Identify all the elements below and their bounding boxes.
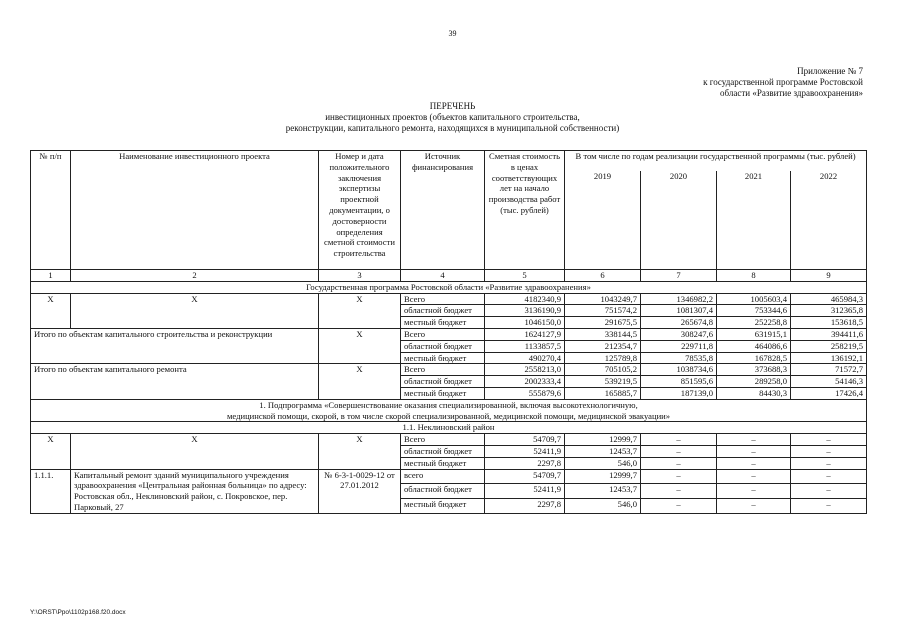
y2022-cell: – xyxy=(791,445,867,457)
source-cell: всего xyxy=(401,469,485,484)
title-line-2: инвестиционных проектов (объектов капитального строительства, xyxy=(325,112,580,122)
subprogram-line-1: 1. Подпрограмма «Совершенствование оказания специализированной, включая высокотехнологичную, xyxy=(259,399,638,410)
y2022-cell: – xyxy=(791,457,867,469)
total-cell: 2002333,4 xyxy=(485,376,565,388)
cell-x: Х xyxy=(31,293,71,328)
subprogram-row xyxy=(31,399,867,422)
y2020-cell: 78535,8 xyxy=(641,352,717,364)
column-number: 9 xyxy=(791,270,867,282)
project-name: Капитальный ремонт зданий муниципального учреждения здравоохранения «Центральная районная больница» по адресу: Ростовская обл., Неклиновский район, с. Покровское, пер. Парковый, 27 xyxy=(71,469,319,513)
source-cell: областной бюджет xyxy=(401,340,485,352)
y2022-cell: 394411,6 xyxy=(791,328,867,340)
y2019-cell: 125789,8 xyxy=(565,352,641,364)
y2019-cell: 338144,5 xyxy=(565,328,641,340)
district-row xyxy=(31,422,867,434)
column-number: 3 xyxy=(319,270,401,282)
y2020-cell: – xyxy=(641,434,717,446)
y2022-cell: 312365,8 xyxy=(791,305,867,317)
column-number: 4 xyxy=(401,270,485,282)
y2019-cell: 12453,7 xyxy=(565,484,641,499)
source-cell: областной бюджет xyxy=(401,445,485,457)
group-name: Итого по объектам капитального строительства и реконструкции xyxy=(31,328,319,363)
source-cell: Всего xyxy=(401,434,485,446)
cell-x: Х xyxy=(31,434,71,469)
y2019-cell: 12999,7 xyxy=(565,434,641,446)
y2019-cell: 546,0 xyxy=(565,498,641,513)
y2021-cell: 84430,3 xyxy=(717,387,791,399)
y2022-cell: 17426,4 xyxy=(791,387,867,399)
subprogram-line-2: медицинской помощи, скорой, в том числе скорой специализированной, медицинской помощи, медицинской эвакуации» xyxy=(226,410,671,421)
y2021-cell: 464086,6 xyxy=(717,340,791,352)
investment-projects-table xyxy=(30,150,867,514)
source-cell: областной бюджет xyxy=(401,376,485,388)
y2020-cell: – xyxy=(641,469,717,484)
appendix-caption xyxy=(703,66,863,99)
column-number: 5 xyxy=(485,270,565,282)
total-cell: 1133857,5 xyxy=(485,340,565,352)
y2022-cell: 465984,3 xyxy=(791,293,867,305)
cell-x: Х xyxy=(319,328,401,363)
source-cell: Всего xyxy=(401,328,485,340)
y2022-cell: – xyxy=(791,469,867,484)
title-line-1: ПЕРЕЧЕНЬ xyxy=(429,101,476,111)
source-cell: местный бюджет xyxy=(401,387,485,399)
y2019-cell: 212354,7 xyxy=(565,340,641,352)
y2020-cell: 1038734,6 xyxy=(641,364,717,376)
total-cell: 555879,6 xyxy=(485,387,565,399)
cell-x: Х xyxy=(319,293,401,328)
y2022-cell: 153618,5 xyxy=(791,317,867,329)
appendix-line-2: к государственной программе Ростовской xyxy=(703,77,863,87)
header-source: Источник финансирования xyxy=(401,151,485,270)
header-num: № п/п xyxy=(31,151,71,270)
y2019-cell: 12453,7 xyxy=(565,445,641,457)
y2021-cell: 289258,0 xyxy=(717,376,791,388)
y2021-cell: – xyxy=(717,469,791,484)
column-number: 6 xyxy=(565,270,641,282)
total-cell: 2558213,0 xyxy=(485,364,565,376)
table-row xyxy=(31,328,867,340)
source-cell: Всего xyxy=(401,364,485,376)
document-title xyxy=(0,101,905,134)
y2021-cell: 373688,3 xyxy=(717,364,791,376)
column-number: 8 xyxy=(717,270,791,282)
y2019-cell: 751574,2 xyxy=(565,305,641,317)
file-path-footer: Y:\ORST\Ppo\1102p168.f20.docx xyxy=(30,609,126,616)
y2020-cell: 1346982,2 xyxy=(641,293,717,305)
y2019-cell: 705105,2 xyxy=(565,364,641,376)
cell-x: Х xyxy=(319,434,401,469)
header-years-group: В том числе по годам реализации государственной программы (тыс. рублей) xyxy=(565,151,867,172)
header-year-2020: 2020 xyxy=(641,171,717,270)
total-cell: 4182340,9 xyxy=(485,293,565,305)
header-year-2022: 2022 xyxy=(791,171,867,270)
column-numbers-row xyxy=(31,270,867,282)
y2022-cell: – xyxy=(791,484,867,499)
program-title-row xyxy=(31,281,867,293)
y2022-cell: – xyxy=(791,434,867,446)
table-row xyxy=(31,293,867,305)
source-cell: местный бюджет xyxy=(401,498,485,513)
y2021-cell: – xyxy=(717,484,791,499)
y2019-cell: 291675,5 xyxy=(565,317,641,329)
source-cell: местный бюджет xyxy=(401,317,485,329)
source-cell: Всего xyxy=(401,293,485,305)
y2021-cell: – xyxy=(717,457,791,469)
y2022-cell: 71572,7 xyxy=(791,364,867,376)
y2022-cell: – xyxy=(791,498,867,513)
column-number: 7 xyxy=(641,270,717,282)
cell-x: Х xyxy=(71,293,319,328)
header-name: Наименование инвестиционного проекта xyxy=(71,151,319,270)
total-cell: 54709,7 xyxy=(485,434,565,446)
source-cell: областной бюджет xyxy=(401,305,485,317)
subprogram-title xyxy=(31,399,867,422)
y2020-cell: – xyxy=(641,498,717,513)
y2021-cell: 252258,8 xyxy=(717,317,791,329)
total-cell: 54709,7 xyxy=(485,469,565,484)
source-cell: местный бюджет xyxy=(401,457,485,469)
y2019-cell: 12999,7 xyxy=(565,469,641,484)
y2020-cell: 308247,6 xyxy=(641,328,717,340)
table-header-row xyxy=(31,151,867,172)
project-number: 1.1.1. xyxy=(31,469,71,513)
y2022-cell: 258219,5 xyxy=(791,340,867,352)
total-cell: 3136190,9 xyxy=(485,305,565,317)
y2020-cell: 1081307,4 xyxy=(641,305,717,317)
y2022-cell: 54146,3 xyxy=(791,376,867,388)
y2021-cell: 167828,5 xyxy=(717,352,791,364)
y2019-cell: 1043249,7 xyxy=(565,293,641,305)
cell-x: Х xyxy=(71,434,319,469)
y2021-cell: – xyxy=(717,445,791,457)
total-cell: 2297,8 xyxy=(485,498,565,513)
district-title: 1.1. Неклиновский район xyxy=(31,422,867,434)
source-cell: областной бюджет xyxy=(401,484,485,499)
total-cell: 1046150,0 xyxy=(485,317,565,329)
header-year-2021: 2021 xyxy=(717,171,791,270)
cell-x: Х xyxy=(319,364,401,399)
y2021-cell: 1005603,4 xyxy=(717,293,791,305)
y2021-cell: 631915,1 xyxy=(717,328,791,340)
y2020-cell: – xyxy=(641,457,717,469)
appendix-line-1: Приложение № 7 xyxy=(797,66,863,76)
y2019-cell: 165885,7 xyxy=(565,387,641,399)
header-expertise: Номер и дата положительного заключения экспертизы проектной документации, о достоверности определения сметной стоимости строительства xyxy=(319,151,401,270)
group-name: Итого по объектам капитального ремонта xyxy=(31,364,319,399)
title-line-3: реконструкции, капитального ремонта, находящихся в муниципальной собственности) xyxy=(285,123,620,133)
appendix-line-3: области «Развитие здравоохранения» xyxy=(720,88,863,98)
page-number: 39 xyxy=(448,29,457,38)
program-title: Государственная программа Ростовской области «Развитие здравоохранения» xyxy=(31,281,867,293)
total-cell: 52411,9 xyxy=(485,445,565,457)
y2020-cell: 229711,8 xyxy=(641,340,717,352)
column-number: 1 xyxy=(31,270,71,282)
y2021-cell: – xyxy=(717,434,791,446)
header-estimated-cost: Сметная стоимость в ценах соответствующих лет на начало производства работ (тыс. рублей) xyxy=(485,151,565,270)
total-cell: 52411,9 xyxy=(485,484,565,499)
y2021-cell: 753344,6 xyxy=(717,305,791,317)
y2020-cell: – xyxy=(641,484,717,499)
table-row xyxy=(31,434,867,446)
header-year-2019: 2019 xyxy=(565,171,641,270)
total-cell: 490270,4 xyxy=(485,352,565,364)
y2020-cell: 851595,6 xyxy=(641,376,717,388)
table-row xyxy=(31,364,867,376)
y2022-cell: 136192,1 xyxy=(791,352,867,364)
column-number: 2 xyxy=(71,270,319,282)
y2020-cell: 265674,8 xyxy=(641,317,717,329)
y2019-cell: 546,0 xyxy=(565,457,641,469)
table-row xyxy=(31,469,867,484)
y2021-cell: – xyxy=(717,498,791,513)
total-cell: 1624127,9 xyxy=(485,328,565,340)
total-cell: 2297,8 xyxy=(485,457,565,469)
y2019-cell: 539219,5 xyxy=(565,376,641,388)
source-cell: местный бюджет xyxy=(401,352,485,364)
project-expertise: № 6-3-1-0029-12 от 27.01.2012 xyxy=(319,469,401,513)
y2020-cell: – xyxy=(641,445,717,457)
y2020-cell: 187139,0 xyxy=(641,387,717,399)
